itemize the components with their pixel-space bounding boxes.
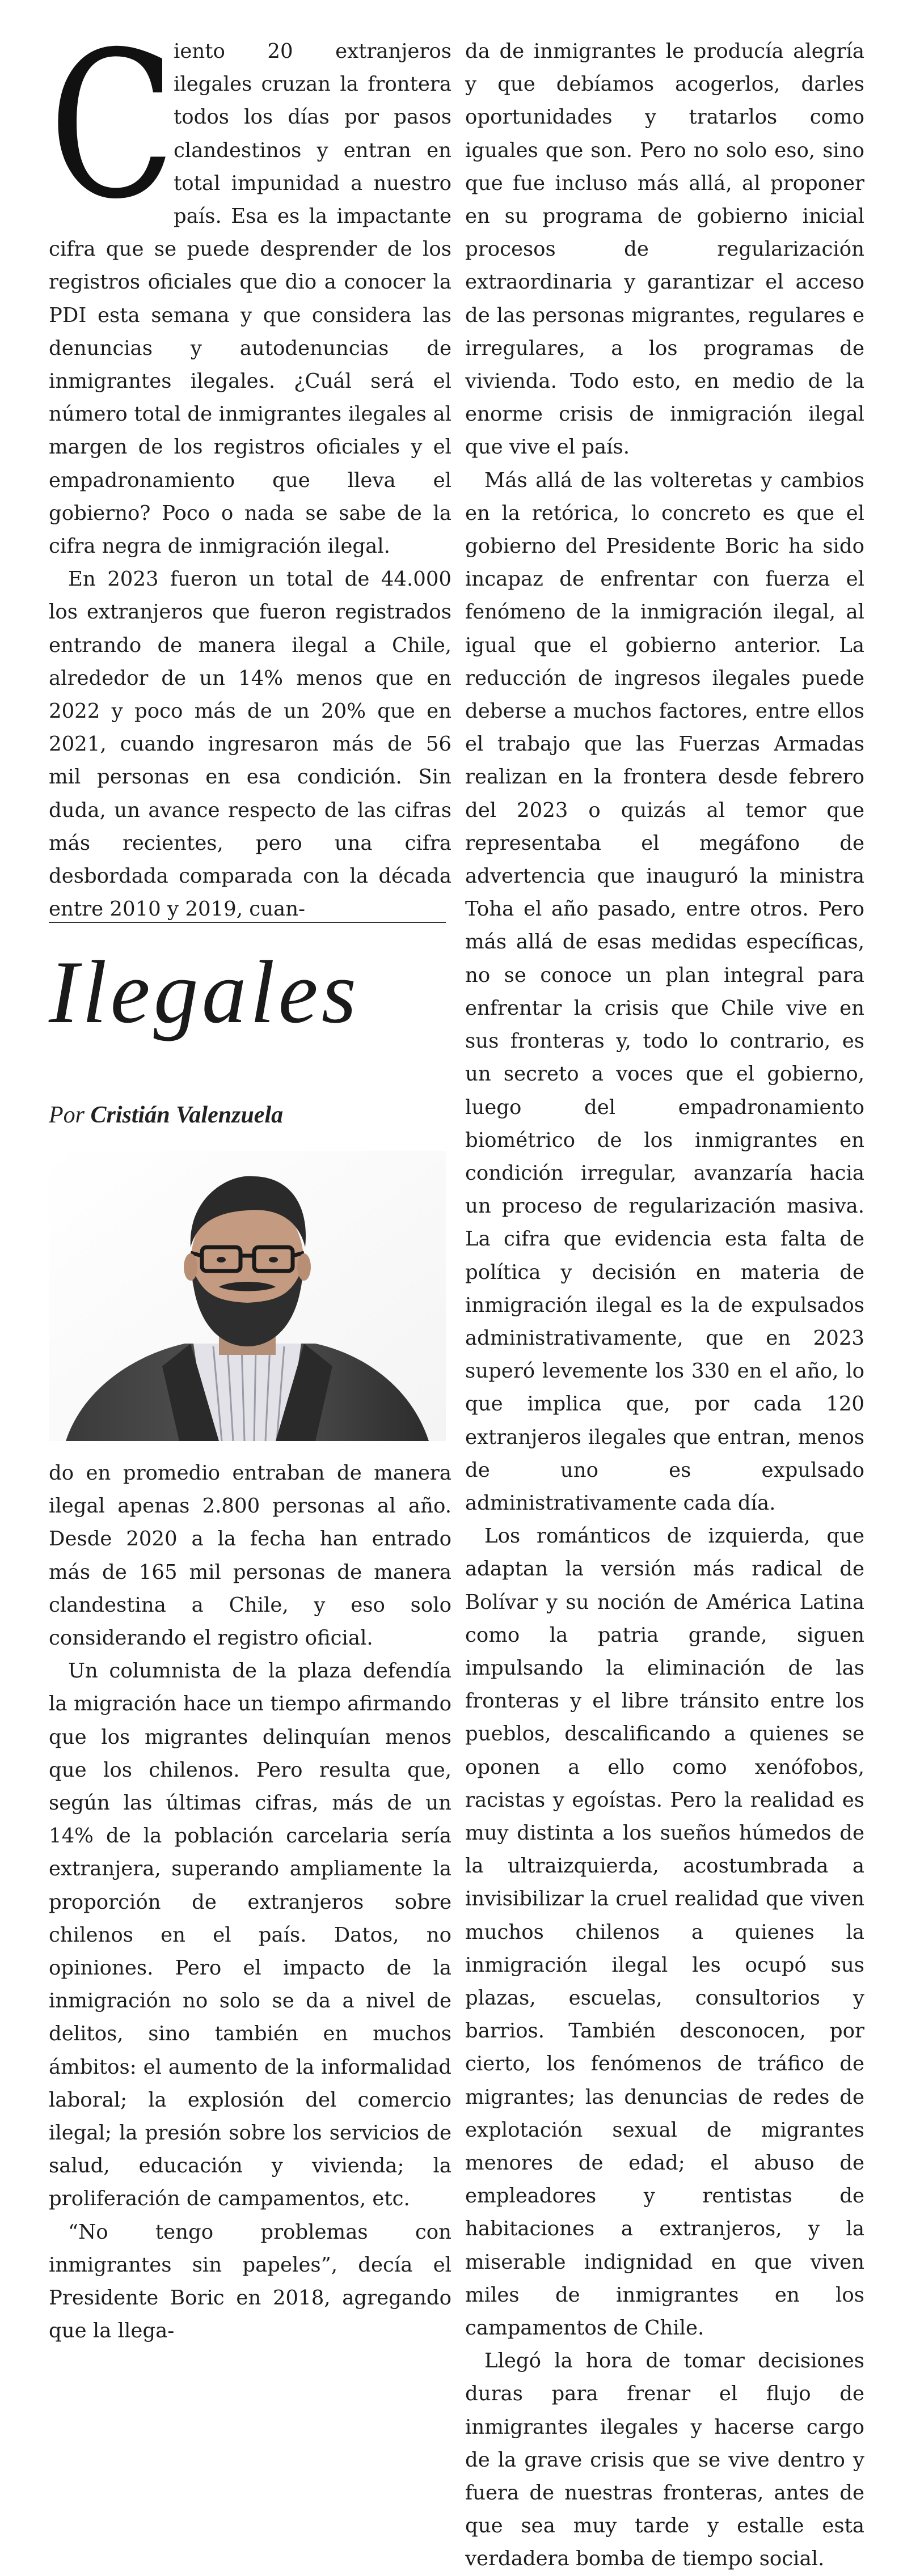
paragraph: Los románticos de izquierda, que adaptan la versión más radical de Bolívar y su noción de América Latina como la patria grande, siguen impulsando la eliminación de las fronteras y el libre tránsito entre los pueblos, descalificando a quienes se oponen a ello como xenófobos, racistas y egoístas. Pero la realidad es muy distinta a los sueños húmedos de la ultraizquierda, acostumbrada a invisibilizar la cruel realidad que viven muchos chilenos a quienes la inmigración ilegal les ocupó sus plazas, escuelas, consultorios y barrios. También desconocen, por cierto, los fenómenos de tráfico de migrantes; las denuncias de redes de explotación sexual de migrantes menores de edad; el abuso de empleadores y rentistas de habitaciones a extranjeros, y la miserable indignidad en que viven miles de inmigrantes en los campamentos de Chile.	[465, 1524, 864, 2340]
paragraph: En 2023 fueron un total de 44.000 los extranjeros que fueron registrados entrando de manera ilegal a Chile, alrededor de un 14% menos que en 2022 y poco más de un 20% que en 2021, cuando ingresaron más de 56 mil personas en esa condición. Sin duda, un avance respecto de las cifras más recientes, pero una cifra desbordada comparada con la década entre 2010 y 2019, cuan-	[49, 567, 452, 921]
lead-paragraph	[49, 9, 452, 563]
headline-divider	[49, 922, 446, 923]
author-portrait-image	[49, 1151, 446, 1441]
byline-prefix: Por	[49, 1102, 85, 1128]
headline: Ilegales	[49, 943, 360, 1042]
byline	[49, 1100, 283, 1130]
byline-author: Cristián Valenzuela	[90, 1102, 284, 1128]
left-column-top	[49, 9, 452, 926]
paragraph: Llegó la hora de tomar decisiones duras para frenar el flujo de inmigrantes ilegales y hacerse cargo de la grave crisis que se vive dentro y fuera de nuestras fronteras, antes de que sea muy tarde y estalle esta verdadera bomba de tiempo social.	[465, 2349, 864, 2571]
paragraph: “No tengo problemas con inmigrantes sin papeles”, decía el Presidente Boric en 2018, agregando que la llega-	[49, 2220, 452, 2343]
drop-cap: C	[49, 9, 176, 243]
left-column-bottom	[49, 1457, 452, 2348]
paragraph-text: iento 20 extranjeros ilegales cruzan la frontera todos los días por pasos clandestinos y entran en total impunidad a nuestro país. Esa es la impactante cifra que se puede desprender de los registros oficiales que dio a conocer la PDI esta semana y que considera las denuncias y autodenuncias de inmigrantes ilegales. ¿Cuál será el número total de inmigrantes ilegales al margen de los registros oficiales y el empadronamiento que lleva el gobierno? Poco o nada se sabe de la cifra negra de inmigración ilegal.	[49, 40, 452, 558]
paragraph: Un columnista de la plaza defendía la migración hace un tiempo afirmando que los migrantes delinquían menos que los chilenos. Pero resulta que, según las últimas cifras, más de un 14% de la población carcelaria sería extranjera, superando ampliamente la proporción de extranjeros sobre chilenos en el país. Datos, no opiniones. Pero el impacto de la inmigración no solo se da a nivel de delitos, sino también en muchos ámbitos: el aumento de la informalidad laboral; la explosión del comercio ilegal; la presión sobre los servicios de salud, educación y vivienda; la proliferación de campamentos, etc.	[49, 1659, 452, 2211]
paragraph: Más allá de las volteretas y cambios en la retórica, lo concreto es que el gobierno del Presidente Boric ha sido incapaz de enfrentar con fuerza el fenómeno de la inmigración ilegal, al igual que el gobierno anterior. La reducción de ingresos ilegales puede deberse a muchos factores, entre ellos el trabajo que las Fuerzas Armadas realizan en la frontera desde febrero del 2023 o quizás al temor que representaba el megáfono de advertencia que inauguró la ministra Toha el año pasado, entre otros. Pero más allá de esas medidas específicas, no se conoce un plan integral para enfrentar la crisis que Chile vive en sus fronteras y, todo lo contrario, es un secreto a voces que el gobierno, luego del empadronamiento biométrico de los inmigrantes en condición irregular, avanzaría hacia un proceso de regularización masiva. La cifra que evidencia esta falta de política y decisión en materia de inmigración ilegal es la de expulsados administrativamente, que en 2023 superó levemente los 330 en el año, lo que implica que, por cada 120 extranjeros ilegales que entran, menos de uno es expulsado administrativamente cada día.	[465, 468, 864, 1515]
right-column	[465, 35, 864, 2576]
paragraph: da de inmigrantes le producía alegría y que debíamos acogerlos, darles oportunidades y tratarlos como iguales que son. Pero no solo eso, sino que fue incluso más allá, al proponer en su programa de gobierno inicial procesos de regularización extraordinaria y garantizar el acceso de las personas migrantes, regulares e irregulares, a los programas de vivienda. Todo esto, en medio de la enorme crisis de inmigración ilegal que vive el país.	[465, 40, 864, 459]
paragraph: do en promedio entraban de manera ilegal apenas 2.800 personas al año. Desde 2020 a la fecha han entrado más de 165 mil personas de manera clandestina a Chile, y eso solo considerando el registro oficial.	[49, 1461, 452, 1650]
author-photo	[49, 1151, 446, 1441]
